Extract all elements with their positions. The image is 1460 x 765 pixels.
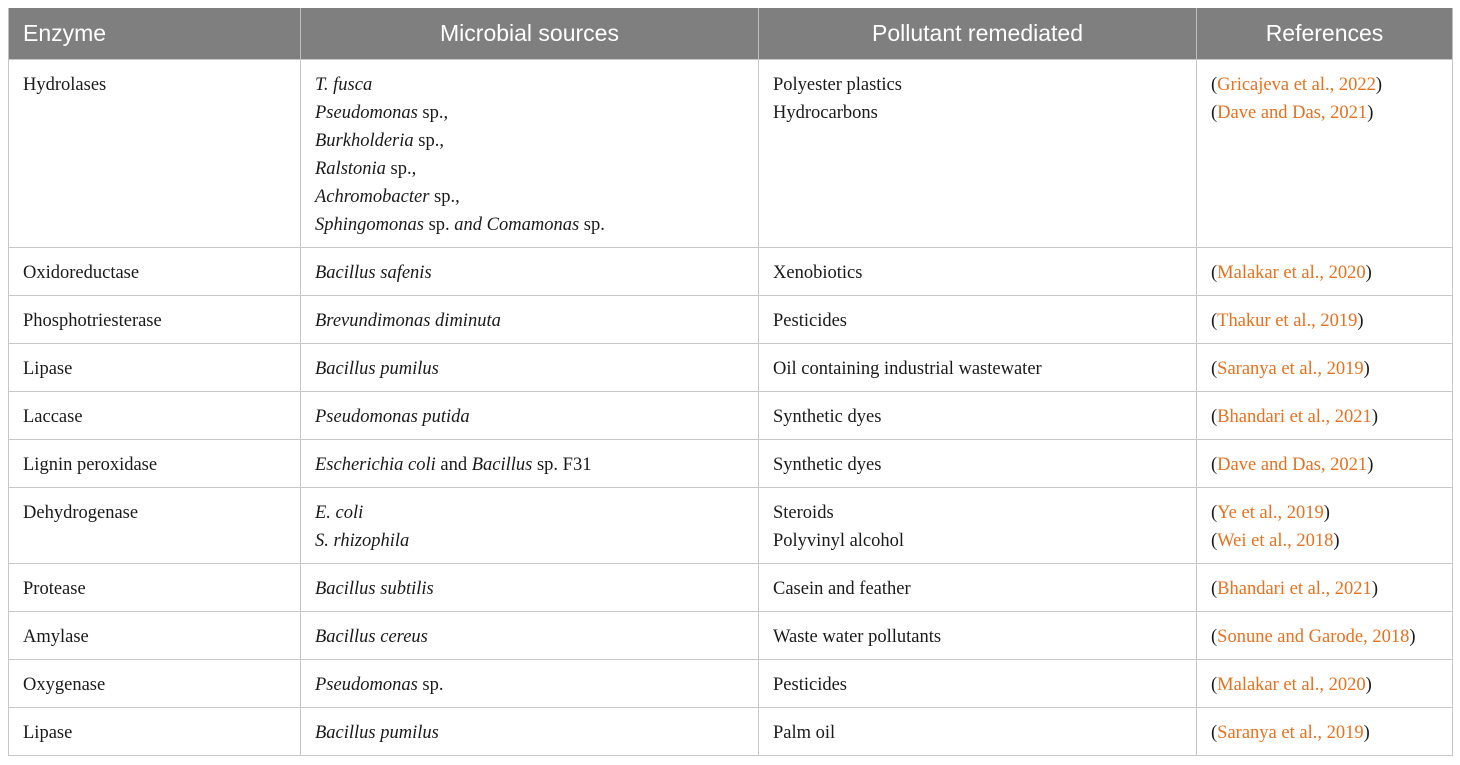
reference-link[interactable]: Dave and Das, 2021 [1217, 103, 1368, 123]
enzyme-name: Phosphotriesterase [23, 311, 162, 331]
reference-entry [1211, 623, 1438, 651]
pollutant-cell [759, 708, 1197, 756]
enzyme-cell [9, 708, 301, 756]
header-enzyme: Enzyme [9, 8, 301, 60]
reference-link[interactable]: Gricajeva et al., 2022 [1217, 75, 1376, 95]
organism-name: Bacillus cereus [315, 627, 428, 647]
source-text: sp. [417, 675, 444, 695]
microbial-source-line [315, 127, 744, 155]
enzyme-name: Laccase [23, 407, 83, 427]
microbial-sources-cell [301, 440, 759, 488]
organism-name: Ralstonia [315, 159, 386, 179]
header-references: References [1197, 8, 1453, 60]
source-text: sp., [413, 131, 444, 151]
enzyme-cell [9, 440, 301, 488]
header-microbial-sources: Microbial sources [301, 8, 759, 60]
references-cell [1197, 660, 1453, 708]
close-paren: ) [1375, 75, 1383, 95]
enzyme-name: Oxidoreductase [23, 263, 140, 283]
close-paren: ) [1409, 627, 1416, 647]
open-paren: ( [1211, 675, 1218, 695]
references-cell [1197, 60, 1453, 248]
pollutant-text: Xenobiotics [773, 263, 863, 283]
organism-name: Bacillus safenis [315, 263, 432, 283]
microbial-sources-cell [301, 612, 759, 660]
reference-entry [1211, 499, 1438, 527]
pollutant-cell [759, 440, 1197, 488]
microbial-source-line [315, 211, 744, 239]
organism-name: Burkholderia [315, 131, 414, 151]
open-paren: ( [1211, 531, 1218, 551]
table-body [9, 60, 1453, 756]
references-cell [1197, 296, 1453, 344]
pollutant-cell [759, 564, 1197, 612]
reference-entry [1211, 259, 1438, 287]
pollutant-text: Polyvinyl alcohol [773, 531, 905, 551]
close-paren: ) [1365, 675, 1372, 695]
microbial-source-line [315, 99, 744, 127]
table-row [9, 296, 1453, 344]
references-cell [1197, 708, 1453, 756]
microbial-sources-cell [301, 296, 759, 344]
pollutant-cell [759, 392, 1197, 440]
pollutant-text: Synthetic dyes [773, 407, 882, 427]
reference-link[interactable]: Ye et al., 2019 [1217, 503, 1324, 523]
reference-link[interactable]: Bhandari et al., 2021 [1217, 579, 1372, 599]
references-cell [1197, 612, 1453, 660]
microbial-source-line [315, 671, 744, 699]
enzyme-name: Amylase [23, 627, 89, 647]
open-paren: ( [1211, 75, 1218, 95]
open-paren: ( [1211, 311, 1218, 331]
reference-entry [1211, 671, 1438, 699]
table-header-row [9, 8, 1453, 60]
enzyme-name: Oxygenase [23, 675, 106, 695]
microbial-sources-cell [301, 60, 759, 248]
reference-entry [1211, 719, 1438, 747]
enzyme-cell [9, 660, 301, 708]
organism-name: Sphingomonas [315, 215, 424, 235]
reference-link[interactable]: Bhandari et al., 2021 [1217, 407, 1372, 427]
enzyme-name: Hydrolases [23, 75, 107, 95]
reference-entry [1211, 307, 1438, 335]
open-paren: ( [1211, 627, 1218, 647]
pollutant-text: Hydrocarbons [773, 103, 878, 123]
microbial-sources-cell [301, 488, 759, 564]
enzyme-cell [9, 344, 301, 392]
pollutant-text: Oil containing industrial wastewater [773, 359, 1042, 379]
close-paren: ) [1363, 359, 1370, 379]
organism-name: Bacillus pumilus [315, 723, 439, 743]
organism-name: Bacillus pumilus [315, 359, 439, 379]
reference-entry [1211, 403, 1438, 431]
source-text: sp., [385, 159, 417, 179]
organism-name: Achromobacter [315, 187, 430, 207]
table-row [9, 440, 1453, 488]
enzyme-cell [9, 612, 301, 660]
pollutant-text: Pesticides [773, 675, 847, 695]
reference-link[interactable]: Saranya et al., 2019 [1217, 723, 1364, 743]
table-row [9, 660, 1453, 708]
pollutant-text: Casein and feather [773, 579, 911, 599]
references-cell [1197, 488, 1453, 564]
microbial-source-line [315, 403, 744, 431]
enzyme-cell [9, 488, 301, 564]
organism-name: and Comamonas [454, 215, 580, 235]
reference-link[interactable]: Wei et al., 2018 [1217, 531, 1334, 551]
organism-name: Pseudomonas [315, 675, 418, 695]
organism-name: T. fusca [315, 75, 373, 95]
pollutant-cell [759, 488, 1197, 564]
enzyme-cell [9, 564, 301, 612]
reference-entry [1211, 99, 1438, 127]
microbial-source-line [315, 719, 744, 747]
enzyme-name: Protease [23, 579, 86, 599]
reference-entry [1211, 71, 1438, 99]
pollutant-cell [759, 612, 1197, 660]
organism-name: Pseudomonas [315, 103, 418, 123]
enzyme-name: Lignin peroxidase [23, 455, 158, 475]
microbial-source-line [315, 355, 744, 383]
enzyme-table-container [8, 8, 1452, 756]
organism-name: Brevundimonas diminuta [315, 311, 501, 331]
pollutant-cell [759, 60, 1197, 248]
open-paren: ( [1211, 723, 1218, 743]
organism-name: Bacillus subtilis [315, 579, 434, 599]
microbial-source-line [315, 451, 744, 479]
microbial-source-line [315, 499, 744, 527]
references-cell [1197, 344, 1453, 392]
microbial-source-line [315, 527, 744, 555]
references-cell [1197, 248, 1453, 296]
reference-link[interactable]: Malakar et al., 2020 [1217, 263, 1366, 283]
microbial-source-line [315, 155, 744, 183]
reference-link[interactable]: Malakar et al., 2020 [1217, 675, 1366, 695]
pollutant-text: Synthetic dyes [773, 455, 882, 475]
source-text: sp., [429, 187, 460, 207]
pollutant-text: Steroids [773, 503, 834, 523]
pollutant-cell [759, 248, 1197, 296]
source-text: sp. [423, 215, 455, 235]
pollutant-cell [759, 660, 1197, 708]
pollutant-text: Pesticides [773, 311, 847, 331]
reference-link[interactable]: Saranya et al., 2019 [1217, 359, 1364, 379]
enzyme-cell [9, 392, 301, 440]
microbial-source-line [315, 307, 744, 335]
table-row [9, 248, 1453, 296]
microbial-source-line [315, 71, 744, 99]
source-text: sp., [417, 103, 449, 123]
organism-name: Bacillus [471, 455, 533, 475]
source-text: and [435, 455, 472, 475]
microbial-sources-cell [301, 248, 759, 296]
reference-link[interactable]: Dave and Das, 2021 [1217, 455, 1368, 475]
reference-entry [1211, 527, 1438, 555]
table-row [9, 392, 1453, 440]
table-row [9, 344, 1453, 392]
microbial-sources-cell [301, 660, 759, 708]
microbial-sources-cell [301, 564, 759, 612]
organism-name: Pseudomonas putida [315, 407, 470, 427]
open-paren: ( [1211, 455, 1218, 475]
enzyme-table [8, 8, 1453, 756]
references-cell [1197, 440, 1453, 488]
pollutant-text: Polyester plastics [773, 75, 902, 95]
close-paren: ) [1371, 579, 1378, 599]
close-paren: ) [1367, 455, 1374, 475]
open-paren: ( [1211, 407, 1218, 427]
reference-link[interactable]: Thakur et al., 2019 [1217, 311, 1358, 331]
references-cell [1197, 564, 1453, 612]
close-paren: ) [1323, 503, 1330, 523]
open-paren: ( [1211, 263, 1218, 283]
close-paren: ) [1333, 531, 1340, 551]
pollutant-cell [759, 296, 1197, 344]
microbial-sources-cell [301, 708, 759, 756]
open-paren: ( [1211, 579, 1218, 599]
open-paren: ( [1211, 103, 1218, 123]
enzyme-cell [9, 60, 301, 248]
microbial-source-line [315, 575, 744, 603]
reference-link[interactable]: Sonune and Garode, 2018 [1217, 627, 1410, 647]
organism-name: E. coli [315, 503, 364, 523]
organism-name: Escherichia coli [315, 455, 436, 475]
enzyme-cell [9, 248, 301, 296]
close-paren: ) [1357, 311, 1364, 331]
enzyme-name: Dehydrogenase [23, 503, 139, 523]
microbial-source-line [315, 259, 744, 287]
pollutant-text: Palm oil [773, 723, 836, 743]
microbial-source-line [315, 183, 744, 211]
organism-name: S. rhizophila [315, 531, 410, 551]
table-row [9, 708, 1453, 756]
open-paren: ( [1211, 503, 1218, 523]
source-text: sp. F31 [532, 455, 592, 475]
pollutant-cell [759, 344, 1197, 392]
table-row [9, 612, 1453, 660]
microbial-source-line [315, 623, 744, 651]
table-row [9, 564, 1453, 612]
reference-entry [1211, 355, 1438, 383]
close-paren: ) [1363, 723, 1370, 743]
enzyme-name: Lipase [23, 359, 73, 379]
enzyme-name: Lipase [23, 723, 73, 743]
header-pollutant-remediated: Pollutant remediated [759, 8, 1197, 60]
enzyme-cell [9, 296, 301, 344]
reference-entry [1211, 575, 1438, 603]
references-cell [1197, 392, 1453, 440]
close-paren: ) [1371, 407, 1378, 427]
reference-entry [1211, 451, 1438, 479]
source-text: sp. [579, 215, 605, 235]
pollutant-text: Waste water pollutants [773, 627, 942, 647]
microbial-sources-cell [301, 392, 759, 440]
table-row [9, 488, 1453, 564]
table-row [9, 60, 1453, 248]
close-paren: ) [1367, 103, 1374, 123]
open-paren: ( [1211, 359, 1218, 379]
close-paren: ) [1365, 263, 1372, 283]
microbial-sources-cell [301, 344, 759, 392]
